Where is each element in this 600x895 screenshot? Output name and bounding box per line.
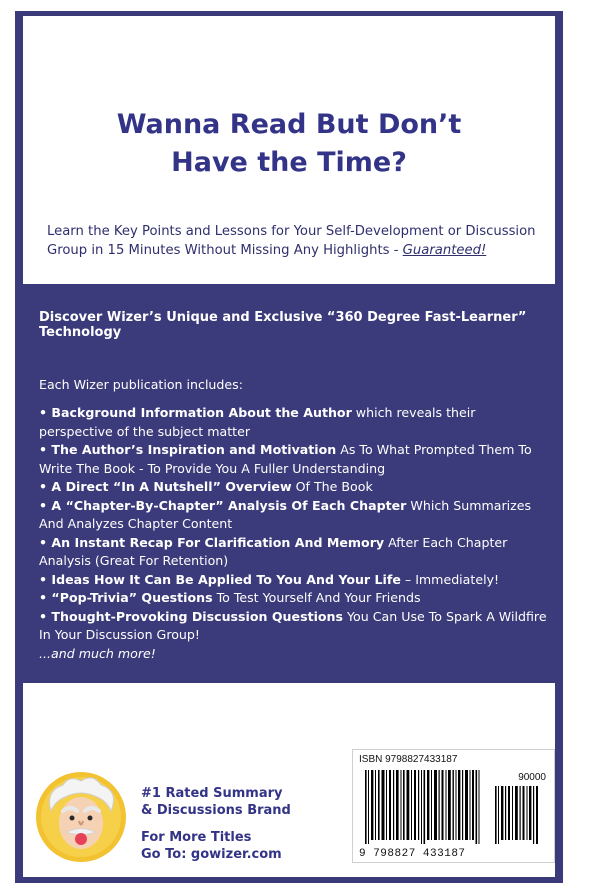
feature-item	[39, 441, 549, 478]
feature-title: • A Direct “In A Nutshell” Overview	[39, 479, 292, 494]
headline-line-2: Have the Time?	[171, 147, 407, 178]
feature-desc: As To What Prompted Them To Write The Book - To Provide You A Fuller Understanding	[39, 442, 532, 476]
top-panel	[23, 16, 555, 284]
bottom-panel	[23, 683, 555, 877]
feature-title: • “Pop-Trivia” Questions	[39, 590, 213, 605]
feature-title: • A “Chapter-By-Chapter” Analysis Of Each Chapter	[39, 497, 407, 513]
intro-body: Learn the Key Points and Lessons for Your Self-Development or Discussion Group in 15 Minutes Without Missing Any Highlights -	[47, 224, 536, 258]
feature-item	[39, 404, 549, 441]
feature-desc: You Can Use To Spark A Wildfire In Your Discussion Group!	[39, 608, 547, 642]
cartoon-einstein-logo-icon	[35, 771, 127, 863]
feature-item	[39, 497, 549, 534]
feature-item	[39, 571, 549, 590]
feature-desc: Of The Book	[291, 479, 373, 494]
feature-title: • Background Information About the Author	[39, 405, 352, 420]
feature-list	[39, 404, 549, 663]
headline	[23, 106, 555, 182]
feature-desc: which reveals their perspective of the subject matter	[39, 405, 476, 439]
feature-item	[39, 478, 549, 497]
intro-text	[47, 222, 547, 260]
discover-heading: Discover Wizer’s Unique and Exclusive “360 Degree Fast-Learner” Technology	[39, 310, 527, 340]
more-titles-text	[141, 829, 282, 863]
more-titles-line-2: Go To: gowizer.com	[141, 847, 282, 862]
feature-item	[39, 589, 549, 608]
barcode-bars	[365, 766, 545, 846]
each-publication-intro: Each Wizer publication includes:	[39, 377, 243, 392]
price-code: 90000	[518, 772, 546, 783]
isbn-barcode	[352, 749, 555, 863]
brand-line-2: & Discussions Brand	[141, 803, 291, 818]
more-titles-line-1: For More Titles	[141, 830, 252, 845]
feature-desc: To Test Yourself And Your Friends	[212, 590, 421, 605]
feature-title: • Ideas How It Can Be Applied To You And Your Life	[39, 571, 401, 587]
brand-tagline	[141, 785, 291, 819]
and-more-text: ...and much more!	[39, 645, 156, 661]
feature-item	[39, 534, 549, 571]
feature-desc: Which Summarizes And Analyzes Chapter Content	[39, 497, 532, 531]
feature-item	[39, 608, 549, 645]
headline-line-1: Wanna Read But Don’t	[116, 109, 462, 140]
book-back-cover	[15, 11, 563, 883]
feature-title: • Thought-Provoking Discussion Questions	[39, 608, 344, 624]
brand-line-1: #1 Rated Summary	[141, 786, 283, 801]
feature-desc: – Immediately!	[400, 571, 500, 587]
feature-title: • The Author’s Inspiration and Motivation	[39, 442, 337, 457]
features-section	[39, 310, 549, 663]
feature-title: • An Instant Recap For Clarification And Memory	[39, 534, 385, 550]
isbn-digits: 9 798827 433187	[359, 848, 466, 860]
feature-desc: After Each Chapter Analysis (Great For Retention)	[39, 534, 508, 568]
isbn-label: ISBN 9798827433187	[359, 754, 458, 765]
intro-guaranteed: Guaranteed!	[402, 243, 487, 258]
